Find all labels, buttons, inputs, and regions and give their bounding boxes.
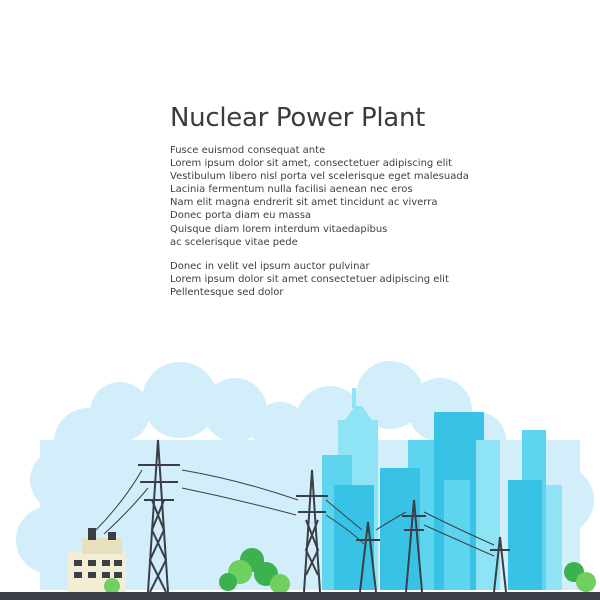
text-line: Pellentesque sed dolor bbox=[170, 286, 284, 298]
text-line: Nam elit magna endrerit sit amet tincidunt ac viverra bbox=[170, 197, 438, 209]
text-line: Lacinia fermentum nulla facilisi aenean nec eros bbox=[170, 184, 413, 196]
poster-title: Nuclear Power Plant bbox=[170, 103, 426, 133]
ground bbox=[0, 592, 600, 600]
skyscraper-icon bbox=[322, 388, 562, 590]
text-line: ac scelerisque vitae pede bbox=[170, 236, 298, 248]
text-line: Quisque diam lorem interdum vitaedapibus bbox=[170, 223, 388, 235]
text-line: Fusce euismod consequat ante bbox=[170, 145, 326, 156]
text-line: Vestibulum libero nisl porta vel scelerisque eget malesuada bbox=[170, 171, 469, 183]
text-line: Lorem ipsum dolor sit amet, consectetuer adipiscing elit bbox=[170, 158, 453, 170]
text-line: Lorem ipsum dolor sit amet consectetuer adipiscing elit bbox=[170, 273, 449, 285]
text-line: Donec in velit vel ipsum auctor pulvinar bbox=[170, 260, 370, 272]
text-line: Donec porta diam eu massa bbox=[170, 210, 312, 222]
